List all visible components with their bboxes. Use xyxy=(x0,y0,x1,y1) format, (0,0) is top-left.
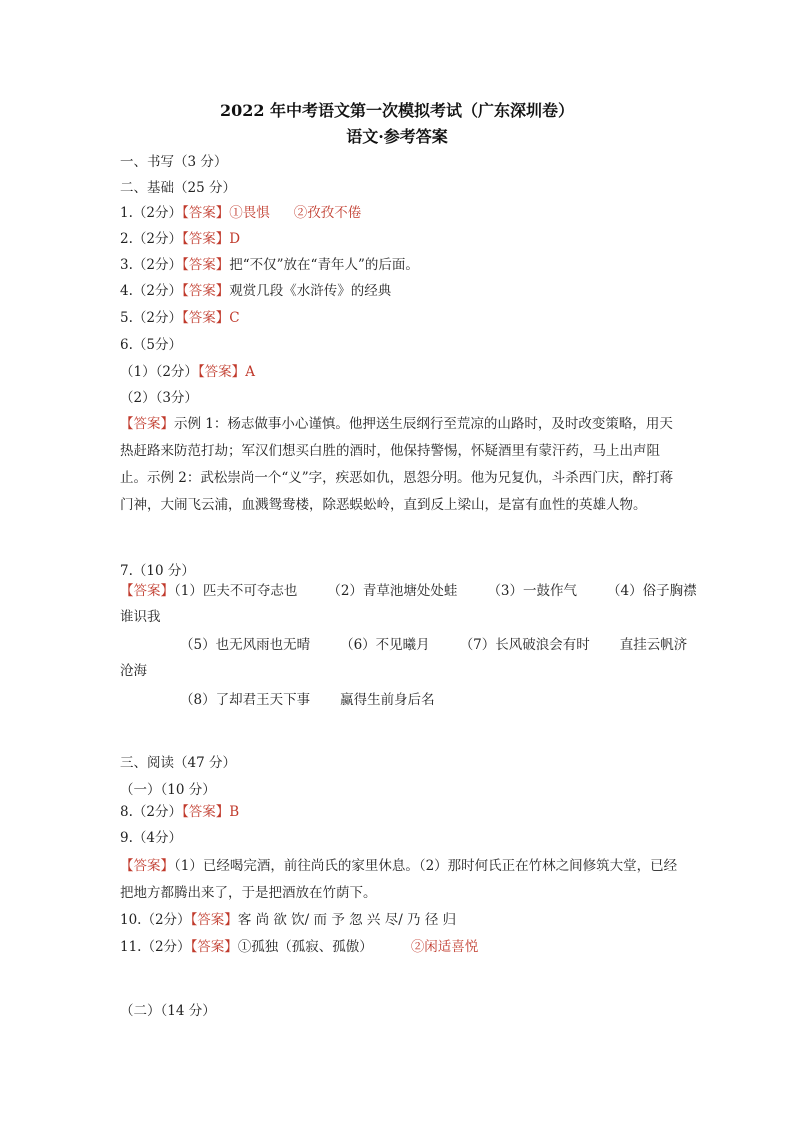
answer-text: （8）了却君王天下事 xyxy=(180,692,311,708)
answer-tag: 【答案】 xyxy=(181,231,230,247)
subquestion-label: （2）（3分） xyxy=(120,390,198,406)
page-title: 2022 年中考语文第一次模拟考试（广东深圳卷） xyxy=(219,101,575,120)
subsection-heading: （一）（10 分） xyxy=(120,782,216,798)
answer-line-q7-b xyxy=(180,632,687,658)
answer-paragraph-q9 xyxy=(120,853,680,907)
answer-tag: 【答案】 xyxy=(120,583,174,599)
answer-tag: 【答案】 xyxy=(181,283,230,299)
answer-line-q2 xyxy=(120,226,240,252)
answer-line-q8 xyxy=(120,799,239,825)
answer-text: ①畏惧 xyxy=(229,205,270,221)
section-heading: 一、书写（3 分） xyxy=(120,154,228,170)
answer-text: 观赏几段《水浒传》的经典 xyxy=(229,283,392,299)
answer-line-q5 xyxy=(120,305,240,331)
answer-tag: 【答案】 xyxy=(190,939,238,955)
answer-tag: 【答案】 xyxy=(181,257,230,273)
answer-text: （3）一鼓作气 xyxy=(487,583,578,599)
question-label: 1.（2分） xyxy=(120,205,182,221)
question-label: 2.（2分） xyxy=(120,231,182,247)
answer-tag: 【答案】 xyxy=(181,310,230,326)
question-label: 5.（2分） xyxy=(120,310,182,326)
question-label: 10.（2分） xyxy=(120,912,191,928)
answer-text: C xyxy=(229,310,240,326)
answer-text: ①孤独（孤寂、孤傲） xyxy=(237,939,373,955)
answer-text: （2）青草池塘处处蛙 xyxy=(327,583,458,599)
answer-text: （6）不见曦月 xyxy=(340,637,430,653)
answer-text: 直挂云帆济 xyxy=(619,637,688,653)
answer-text: （1）已经喝完酒，前往尚氏的家里休息。（2）那时何氏正在竹林之间修筑大堂，已经把地方都腾出来了，于是把酒放在竹荫下。 xyxy=(120,858,678,901)
question-label: 8.（2分） xyxy=(120,804,182,820)
answer-text: ②闲适喜悦 xyxy=(410,939,479,955)
answer-tag: 【答案】 xyxy=(197,364,246,380)
answer-text: 示例 1：杨志做事小心谨慎。他押送生辰纲行至荒凉的山路时，及时改变策略，用天热赶路来防范打劫；军汉们想买白胜的酒时，他保持警惕，怀疑酒里有蒙汗药，马上出声阻止。示例 2：武松崇尚一个“义”字，疾恶如仇，恩怨分明。他为兄复仇，斗杀西门庆，醉打蒋门神，大闹飞云浦，血溅鸳鸯楼，除恶蜈蚣岭，直到反上梁山，是富有血性的英雄人物。 xyxy=(120,416,674,513)
answer-text: （1）匹夫不可夺志也 xyxy=(174,583,298,599)
answer-text: D xyxy=(229,231,241,247)
answer-tag: 【答案】 xyxy=(190,912,238,928)
answer-tag: 【答案】 xyxy=(181,804,230,820)
answer-tag: 【答案】 xyxy=(120,416,174,432)
question-label: 11.（2分） xyxy=(120,939,191,955)
subquestion-label: （1）（2分） xyxy=(120,364,198,380)
answer-text: B xyxy=(229,804,240,820)
section-heading: 二、基础（25 分） xyxy=(120,180,236,196)
question-label: 9.（4分） xyxy=(120,830,182,846)
answer-line-q7-a xyxy=(120,578,697,604)
page-subtitle: 语文·参考答案 xyxy=(346,127,448,146)
answer-text: 赢得生前身后名 xyxy=(340,692,435,708)
answer-text: （4）俗子胸襟 xyxy=(607,583,697,599)
answer-line-q7-c xyxy=(180,687,435,713)
subsection-heading: （二）（14 分） xyxy=(120,1003,216,1019)
answer-line-q6-1 xyxy=(120,359,255,385)
question-label: 6.（5分） xyxy=(120,337,182,353)
answer-line-q3 xyxy=(120,252,419,278)
answer-line-q1 xyxy=(120,200,361,226)
answer-paragraph-q6-2 xyxy=(120,411,680,519)
question-label: 3.（2分） xyxy=(120,257,182,273)
answer-text: 谁识我 xyxy=(120,609,161,625)
answer-tag: 【答案】 xyxy=(181,205,230,221)
answer-line-q11 xyxy=(120,934,478,960)
answer-text: （7）长风破浪会有时 xyxy=(459,637,590,653)
answer-text: （5）也无风雨也无晴 xyxy=(180,637,311,653)
answer-text: ②孜孜不倦 xyxy=(293,205,362,221)
question-label: 7.（10 分） xyxy=(120,563,195,579)
answer-line-q4 xyxy=(120,278,391,304)
answer-text: A xyxy=(245,364,255,380)
answer-text: 客 尚 欲 饮/ 而 予 忽 兴 尽/ 乃 径 归 xyxy=(237,912,457,928)
answer-line-q10 xyxy=(120,907,456,933)
answer-tag: 【答案】 xyxy=(120,858,174,874)
answer-text: 把“不仅”放在“青年人”的后面。 xyxy=(229,257,419,273)
question-label: 4.（2分） xyxy=(120,283,182,299)
answer-text: 沧海 xyxy=(120,663,147,679)
section-heading: 三、阅读（47 分） xyxy=(120,755,236,771)
